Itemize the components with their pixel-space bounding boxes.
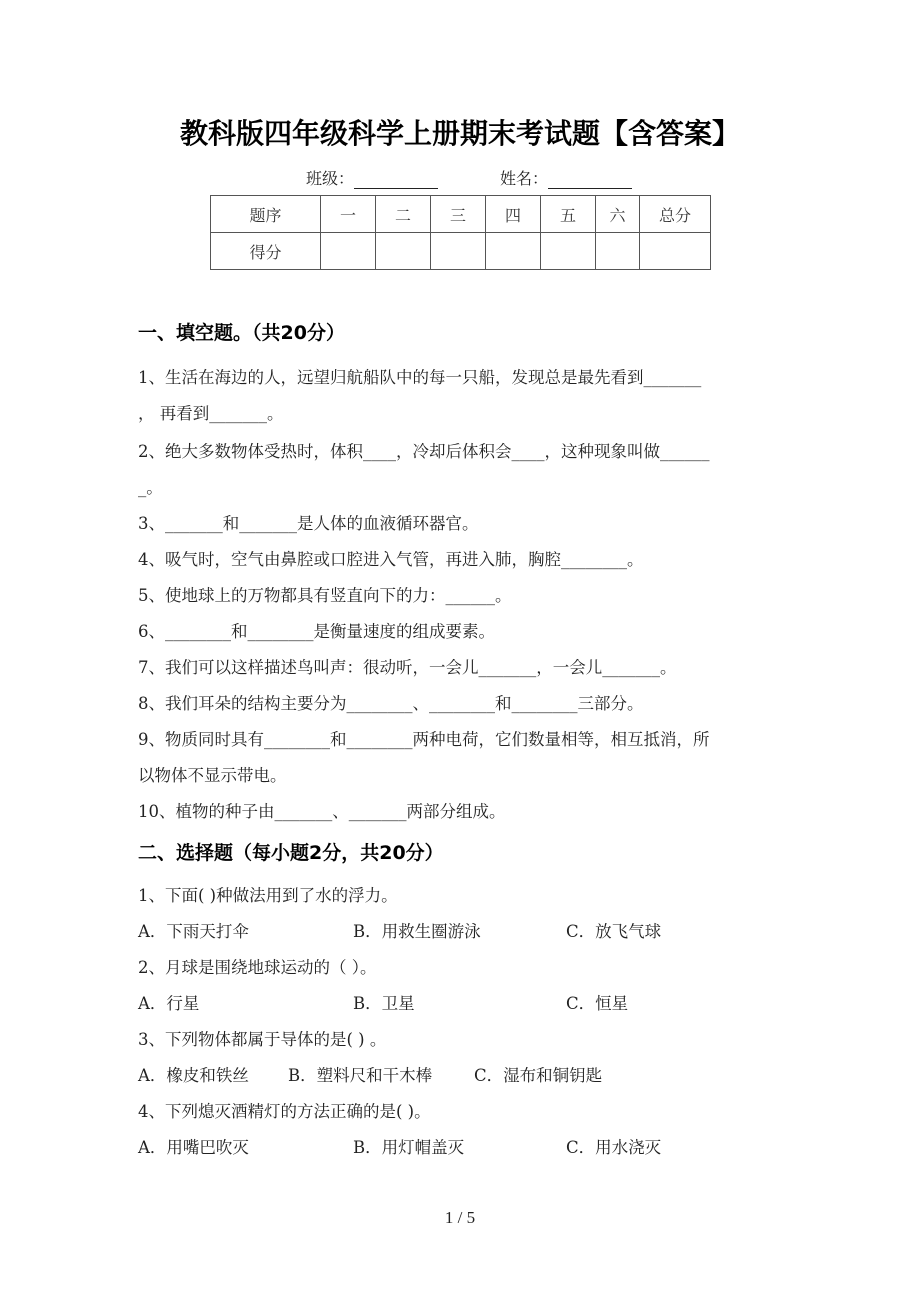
question-line: 6、________和________是衡量速度的组成要素。	[138, 622, 495, 641]
choice-question-stem: 2、月球是围绕地球运动的（ ）。	[138, 958, 377, 977]
score-cell[interactable]	[376, 233, 431, 270]
section-heading-fill-blank: 一、填空题。（共20分）	[138, 322, 345, 344]
question-line: 7、我们可以这样描述鸟叫声：很动听，一会儿_______，一会儿_______。	[138, 658, 677, 677]
question-line: _。	[138, 478, 163, 497]
choice-question-stem: 1、下面( )种做法用到了水的浮力。	[138, 886, 398, 905]
choice-option-a[interactable]: A．行星	[138, 994, 200, 1013]
header-cell: 二	[376, 196, 431, 233]
class-field	[306, 166, 438, 189]
section-heading-multiple-choice: 二、选择题（每小题2分，共20分）	[138, 842, 444, 864]
choice-option-b[interactable]: B．塑料尺和干木棒	[288, 1066, 433, 1085]
choice-option-b[interactable]: B．用灯帽盖灭	[353, 1138, 465, 1157]
score-cell[interactable]	[486, 233, 541, 270]
score-cell[interactable]	[596, 233, 640, 270]
question-line: 9、物质同时具有________和________两种电荷，它们数量相等，相互抵消，所	[138, 730, 710, 749]
choice-option-b[interactable]: B．用救生圈游泳	[353, 922, 481, 941]
page-number: 1 / 5	[444, 1208, 476, 1227]
header-cell: 题序	[211, 196, 321, 233]
score-table-header-row	[211, 196, 711, 233]
class-label: 班级：	[306, 169, 355, 188]
score-cell[interactable]	[640, 233, 711, 270]
question-line: ， 再看到_______。	[138, 404, 284, 423]
row-label-cell: 得分	[211, 233, 321, 270]
question-line: 以物体不显示带电。	[138, 766, 287, 785]
choice-option-a[interactable]: A．下雨天打伞	[138, 922, 249, 941]
score-cell[interactable]	[541, 233, 596, 270]
header-cell: 总分	[640, 196, 711, 233]
score-cell[interactable]	[431, 233, 486, 270]
name-label: 姓名：	[500, 169, 549, 188]
question-line: 10、植物的种子由_______、_______两部分组成。	[138, 802, 506, 821]
choice-option-c[interactable]: C．湿布和铜钥匙	[474, 1066, 603, 1085]
question-line: 1、生活在海边的人，远望归航船队中的每一只船，发现总是最先看到_______	[138, 368, 702, 387]
name-blank[interactable]	[548, 172, 632, 189]
header-cell: 五	[541, 196, 596, 233]
question-line: 2、绝大多数物体受热时，体积____，冷却后体积会____，这种现象叫做______	[138, 442, 710, 461]
score-cell[interactable]	[321, 233, 376, 270]
question-line: 3、_______和_______是人体的血液循环器官。	[138, 514, 479, 533]
score-table	[210, 195, 711, 270]
header-cell: 四	[486, 196, 541, 233]
header-cell: 一	[321, 196, 376, 233]
choice-option-a[interactable]: A．用嘴巴吹灭	[138, 1138, 249, 1157]
choice-option-b[interactable]: B．卫星	[353, 994, 415, 1013]
question-line: 8、我们耳朵的结构主要分为________、________和________三部分。	[138, 694, 644, 713]
question-line: 5、使地球上的万物都具有竖直向下的力：______。	[138, 586, 512, 605]
class-blank[interactable]	[354, 172, 438, 189]
question-line: 4、吸气时，空气由鼻腔或口腔进入气管，再进入肺，胸腔________。	[138, 550, 644, 569]
score-table-score-row	[211, 233, 711, 270]
header-cell: 三	[431, 196, 486, 233]
choice-option-c[interactable]: C．放飞气球	[566, 922, 662, 941]
choice-option-c[interactable]: C．恒星	[566, 994, 629, 1013]
choice-question-stem: 4、下列熄灭酒精灯的方法正确的是( )。	[138, 1102, 431, 1121]
name-field	[500, 166, 632, 189]
choice-question-stem: 3、下列物体都属于导体的是( ) 。	[138, 1030, 387, 1049]
choice-option-a[interactable]: A．橡皮和铁丝	[138, 1066, 249, 1085]
choice-option-c[interactable]: C．用水浇灭	[566, 1138, 662, 1157]
header-cell: 六	[596, 196, 640, 233]
document-title: 教科版四年级科学上册期末考试题【含答案】	[179, 117, 740, 150]
